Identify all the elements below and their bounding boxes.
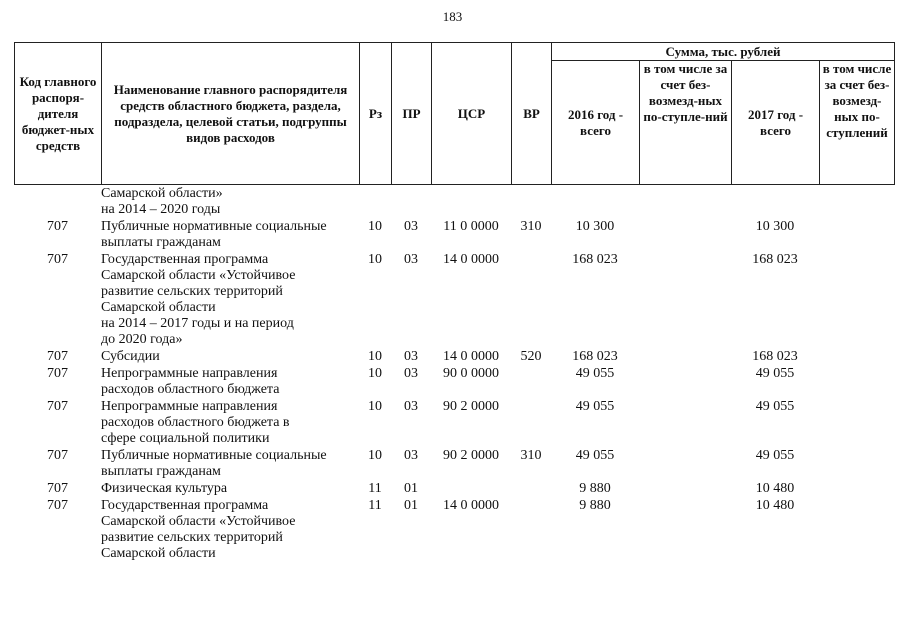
cell-rz: 10 bbox=[368, 366, 382, 381]
cell-sum-2016: 49 055 bbox=[575, 366, 615, 381]
cell-csr: 90 0 0000 bbox=[443, 366, 499, 381]
cell-name: Публичные нормативные социальные выплаты гражданам bbox=[101, 448, 327, 479]
cell-rz: 11 bbox=[368, 498, 382, 513]
table-row bbox=[14, 186, 894, 219]
cell-kod: 707 bbox=[47, 252, 68, 267]
cell-name: Публичные нормативные социальные выплаты гражданам bbox=[101, 219, 327, 250]
cell-kod: 707 bbox=[47, 219, 68, 234]
cell-kod: 707 bbox=[47, 481, 68, 496]
cell-sum-2016: 10 300 bbox=[575, 219, 615, 234]
table-row bbox=[14, 366, 894, 399]
cell-pr: 03 bbox=[404, 448, 418, 463]
cell-rz: 10 bbox=[368, 349, 382, 364]
table-row bbox=[14, 498, 894, 563]
cell-rz: 11 bbox=[368, 481, 382, 496]
cell-kod: 707 bbox=[47, 399, 68, 414]
cell-csr: 14 0 0000 bbox=[443, 498, 499, 513]
cell-sum-2016: 49 055 bbox=[575, 448, 615, 463]
cell-vr: 310 bbox=[520, 448, 542, 463]
cell-pr: 03 bbox=[404, 366, 418, 381]
cell-csr: 11 0 0000 bbox=[443, 219, 499, 234]
cell-pr: 03 bbox=[404, 349, 418, 364]
cell-sum-2017: 10 480 bbox=[755, 498, 795, 513]
table-row bbox=[14, 219, 894, 252]
cell-rz: 10 bbox=[368, 252, 382, 267]
header-2017-incl: в том числе за счет без-возмезд-ных по-ступлений bbox=[820, 61, 895, 185]
cell-sum-2017: 49 055 bbox=[755, 399, 795, 414]
cell-pr: 03 bbox=[404, 252, 418, 267]
cell-sum-2017: 49 055 bbox=[755, 366, 795, 381]
cell-sum-2017: 168 023 bbox=[752, 252, 798, 267]
page-number: 183 bbox=[442, 9, 463, 24]
cell-sum-2017: 168 023 bbox=[752, 349, 798, 364]
header-rz: Рз bbox=[360, 43, 392, 185]
table-header bbox=[14, 42, 895, 185]
header-csr: ЦСР bbox=[432, 43, 512, 185]
table-row bbox=[14, 252, 894, 349]
cell-kod: 707 bbox=[47, 448, 68, 463]
header-2017: 2017 год - всего bbox=[732, 61, 820, 185]
header-2016: 2016 год - всего bbox=[552, 61, 640, 185]
cell-name: Непрограммные направления расходов областного бюджета в сфере социальной политики bbox=[101, 399, 290, 446]
cell-name: Государственная программа Самарской области «Устойчивое развитие сельских территорий Самарской области bbox=[101, 498, 296, 561]
table-row bbox=[14, 481, 894, 498]
header-2016-incl: в том числе за счет без-возмезд-ных по-ступле-ний bbox=[640, 61, 732, 185]
cell-sum-2017: 49 055 bbox=[755, 448, 795, 463]
cell-vr: 310 bbox=[520, 219, 542, 234]
cell-pr: 03 bbox=[404, 399, 418, 414]
cell-name: Непрограммные направления расходов областного бюджета bbox=[101, 366, 280, 397]
cell-sum-2016: 168 023 bbox=[572, 252, 618, 267]
cell-name: Государственная программа Самарской области «Устойчивое развитие сельских территорий Самарской области на 2014 – 2017 годы и на период до 2020 года» bbox=[101, 252, 296, 347]
table-row bbox=[14, 448, 894, 481]
cell-kod: 707 bbox=[47, 349, 68, 364]
cell-sum-2016: 9 880 bbox=[579, 481, 611, 496]
cell-csr: 14 0 0000 bbox=[443, 349, 499, 364]
header-kod: Код главного распоря-дителя бюджет-ных средств bbox=[15, 43, 102, 185]
cell-sum-2016: 49 055 bbox=[575, 399, 615, 414]
table-body bbox=[14, 186, 894, 563]
cell-kod: 707 bbox=[47, 366, 68, 381]
header-pr: ПР bbox=[392, 43, 432, 185]
header-name: Наименование главного распорядителя средств областного бюджета, раздела, подраздела, целевой статьи, подгруппы видов расходов bbox=[102, 43, 360, 185]
header-summa: Сумма, тыс. рублей bbox=[552, 43, 895, 61]
cell-csr: 90 2 0000 bbox=[443, 399, 499, 414]
cell-sum-2017: 10 300 bbox=[755, 219, 795, 234]
cell-name: Самарской области» на 2014 – 2020 годы bbox=[101, 186, 223, 217]
table-row bbox=[14, 349, 894, 366]
cell-kod: 707 bbox=[47, 498, 68, 513]
cell-name: Субсидии bbox=[101, 349, 160, 364]
cell-csr: 14 0 0000 bbox=[443, 252, 499, 267]
cell-name: Физическая культура bbox=[101, 481, 228, 496]
cell-pr: 03 bbox=[404, 219, 418, 234]
cell-rz: 10 bbox=[368, 219, 382, 234]
cell-pr: 01 bbox=[404, 481, 418, 496]
header-vr: ВР bbox=[512, 43, 552, 185]
cell-sum-2017: 10 480 bbox=[755, 481, 795, 496]
cell-sum-2016: 9 880 bbox=[579, 498, 611, 513]
cell-rz: 10 bbox=[368, 399, 382, 414]
cell-csr: 90 2 0000 bbox=[443, 448, 499, 463]
cell-pr: 01 bbox=[404, 498, 418, 513]
cell-vr: 520 bbox=[520, 349, 542, 364]
cell-rz: 10 bbox=[368, 448, 382, 463]
cell-sum-2016: 168 023 bbox=[572, 349, 618, 364]
table-row bbox=[14, 399, 894, 448]
